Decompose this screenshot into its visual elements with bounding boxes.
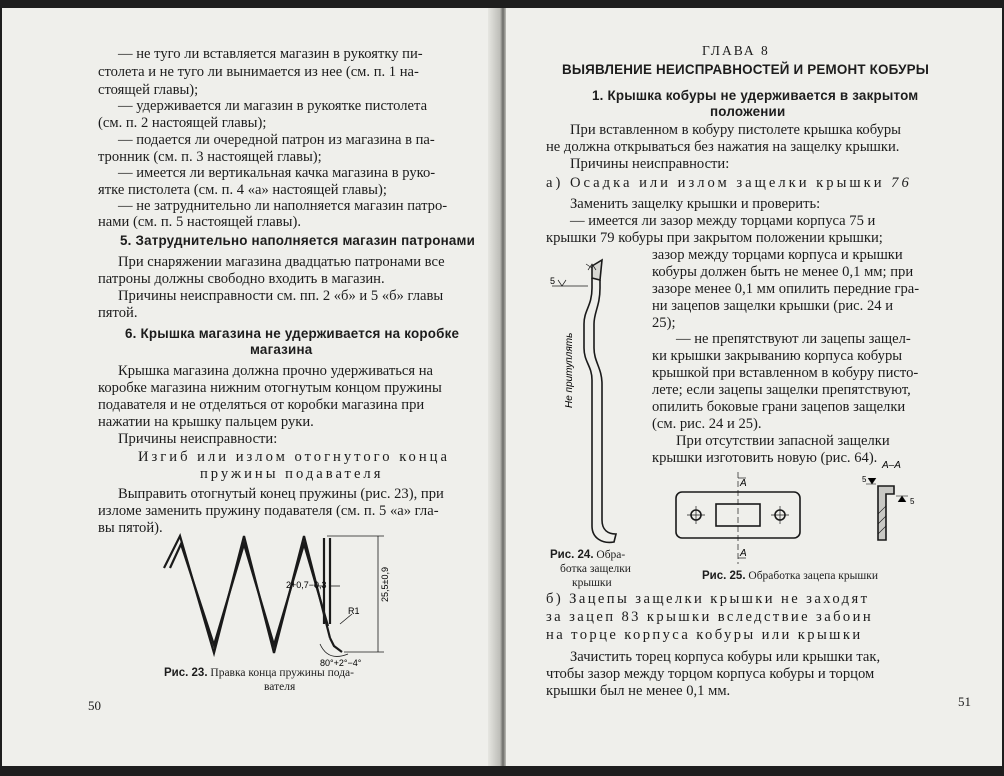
- text-line: нами (см. п. 5 настоящей главы).: [98, 214, 301, 230]
- section-heading: 6. Крышка магазина не удерживается на коробке: [125, 326, 460, 341]
- section-mark-bottom: А: [740, 548, 747, 559]
- text-line: (см. п. 2 настоящей главы);: [98, 115, 267, 131]
- caption-text: Обра-: [596, 549, 626, 561]
- figure-caption: [702, 570, 878, 582]
- spaced-subheading: пружины подавателя: [200, 466, 384, 482]
- caption-label: Рис. 25.: [702, 570, 746, 582]
- part-number: 76: [891, 175, 912, 191]
- section-heading: 5. Затруднительно наполняется магазин патронами: [120, 233, 476, 248]
- text-line: — имеется ли вертикальная качка магазина в руко-: [118, 165, 436, 181]
- spaced-subheading: Изгиб или излом отогнутого конца: [138, 449, 450, 465]
- text-line: При отсутствии запасной защелки: [676, 433, 890, 449]
- text-line: Заменить защелку крышки и проверить:: [570, 196, 821, 212]
- section-heading: магазина: [250, 342, 313, 357]
- latch-figure: [548, 258, 638, 548]
- left-page: [2, 8, 502, 766]
- text-line: не должна открываться без нажатия на защелку крышки.: [546, 139, 900, 155]
- page-number: 50: [88, 698, 101, 713]
- dim-gap-label: 2+0,7−0,3: [286, 580, 327, 590]
- text-line: (см. рис. 24 и 25).: [652, 416, 762, 432]
- right-page: [506, 8, 1002, 766]
- caption-text: ботка защелки: [560, 563, 631, 575]
- text-line: патроны должны свободно входить в магазин.: [98, 271, 385, 287]
- text-line: подавателя и не отделяться от коробки магазина при: [98, 397, 425, 413]
- text-line: — не препятствуют ли зацепы защел-: [676, 331, 911, 347]
- section-mark-top: А: [740, 478, 747, 489]
- text-line: крышки был не менее 0,1 мм.: [546, 683, 731, 699]
- text-line: При вставленном в кобуру пистолете крышка кобуры: [570, 122, 901, 138]
- text-line: ятке пистолета (см. п. 4 «а» настоящей главы);: [98, 182, 387, 198]
- text-line: крышки 79 кобуры при закрытом положении крышки;: [546, 230, 883, 246]
- text-line: Причины неисправности:: [570, 156, 730, 172]
- caption-text: Обработка зацепа крышки: [748, 570, 878, 582]
- section-heading: положении: [710, 104, 786, 119]
- angle-label: 80°+2°−4°: [320, 658, 362, 668]
- caption-label: Рис. 23.: [164, 667, 208, 679]
- text-line: ки крышки закрыванию корпуса кобуры: [652, 348, 903, 364]
- chapter-title: ВЫЯВЛЕНИЕ НЕИСПРАВНОСТЕЙ И РЕМОНТ КОБУРЫ: [562, 62, 930, 77]
- text-line: чтобы зазор между торцом корпуса кобуры и торцом: [546, 666, 875, 682]
- text-line: стоящей главы);: [98, 82, 199, 98]
- section-heading: 1. Крышка кобуры не удерживается в закрытом: [592, 88, 919, 103]
- caption-text: вателя: [264, 681, 296, 693]
- text-line: — имеется ли зазор между торцами корпуса 75 и: [570, 213, 876, 229]
- text-line: нажатии на крышку пальцем руки.: [98, 414, 314, 430]
- text-line: При снаряжении магазина двадцатью патронами все: [118, 254, 445, 270]
- text-line: зазоре менее 0,1 мм опилить передние гра-: [652, 281, 920, 297]
- dim-height-label: 25,5±0,9: [380, 567, 390, 602]
- caption-text: крышки: [572, 577, 612, 589]
- side-label: Не притуплять: [564, 332, 575, 408]
- hook-plate-figure: [670, 468, 820, 568]
- text-line: — удерживается ли магазин в рукоятке пистолета: [118, 98, 428, 114]
- figure-caption: [550, 549, 625, 561]
- text-line: пятой.: [98, 305, 138, 321]
- cause-b-heading: на торце корпуса кобуры или крышки: [546, 627, 863, 643]
- cause-b-heading: за зацеп 83 крышки вследствие забоин: [546, 609, 874, 625]
- page-number: 51: [958, 694, 971, 709]
- text-line: — подается ли очередной патрон из магазина в па-: [118, 132, 435, 148]
- text-line: кобуры должен быть не менее 0,1 мм; при: [652, 264, 914, 280]
- section-title: А–А: [882, 460, 901, 471]
- text-line: Выправить отогнутый конец пружины (рис. 23), при: [118, 486, 444, 502]
- figure-caption: [164, 667, 354, 679]
- section-view-figure: [860, 454, 930, 548]
- text-line: зазор между торцами корпуса и крышки: [652, 247, 903, 263]
- roughness-label: 5: [550, 276, 556, 286]
- radius-label: R1: [348, 606, 360, 616]
- text-line: ни зацепов защелки крышки (рис. 24 и: [652, 298, 894, 314]
- text-line: — не туго ли вставляется магазин в рукоятку пи-: [118, 46, 423, 62]
- text-line: столета и не туго ли вынимается из нее (см. п. 1 на-: [98, 64, 419, 80]
- text-line: — не затруднительно ли наполняется магазин патро-: [118, 198, 448, 214]
- text-line: тронник (см. п. 3 настоящей главы);: [98, 149, 322, 165]
- text-line: вы пятой).: [98, 520, 163, 536]
- text-line: коробке магазина нижним отогнутым концом пружины: [98, 380, 442, 396]
- cause-a-text: а) Осадка или излом защелки крышки: [546, 175, 885, 191]
- caption-text: Правка конца пружины пода-: [210, 667, 354, 679]
- text-line: изломе заменить пружину подавателя (см. п. 5 «а» гла-: [98, 503, 439, 519]
- text-line: лете; если зацепы защелки препятствуют,: [652, 382, 911, 398]
- text-line: крышкой при вставленном в кобуру писто-: [652, 365, 919, 381]
- text-line: Причины неисправности см. пп. 2 «б» и 5 «б» главы: [118, 288, 444, 304]
- text-line: 25);: [652, 315, 676, 331]
- text-line: Причины неисправности:: [118, 431, 278, 447]
- roughness-label: 5: [910, 497, 915, 506]
- roughness-label: 5: [862, 475, 867, 484]
- caption-label: Рис. 24.: [550, 549, 594, 561]
- text-line: Крышка магазина должна прочно удерживаться на: [118, 363, 434, 379]
- text-line: крышки изготовить новую (рис. 64).: [652, 450, 878, 466]
- spring-figure: [152, 528, 412, 668]
- text-line: опилить боковые грани зацепов защелки: [652, 399, 906, 415]
- chapter-number: ГЛАВА 8: [702, 43, 770, 58]
- cause-b-heading: б) Зацепы защелки крышки не заходят: [546, 591, 870, 607]
- text-line: Зачистить торец корпуса кобуры или крышки так,: [570, 649, 881, 665]
- cause-a-heading: [546, 175, 912, 192]
